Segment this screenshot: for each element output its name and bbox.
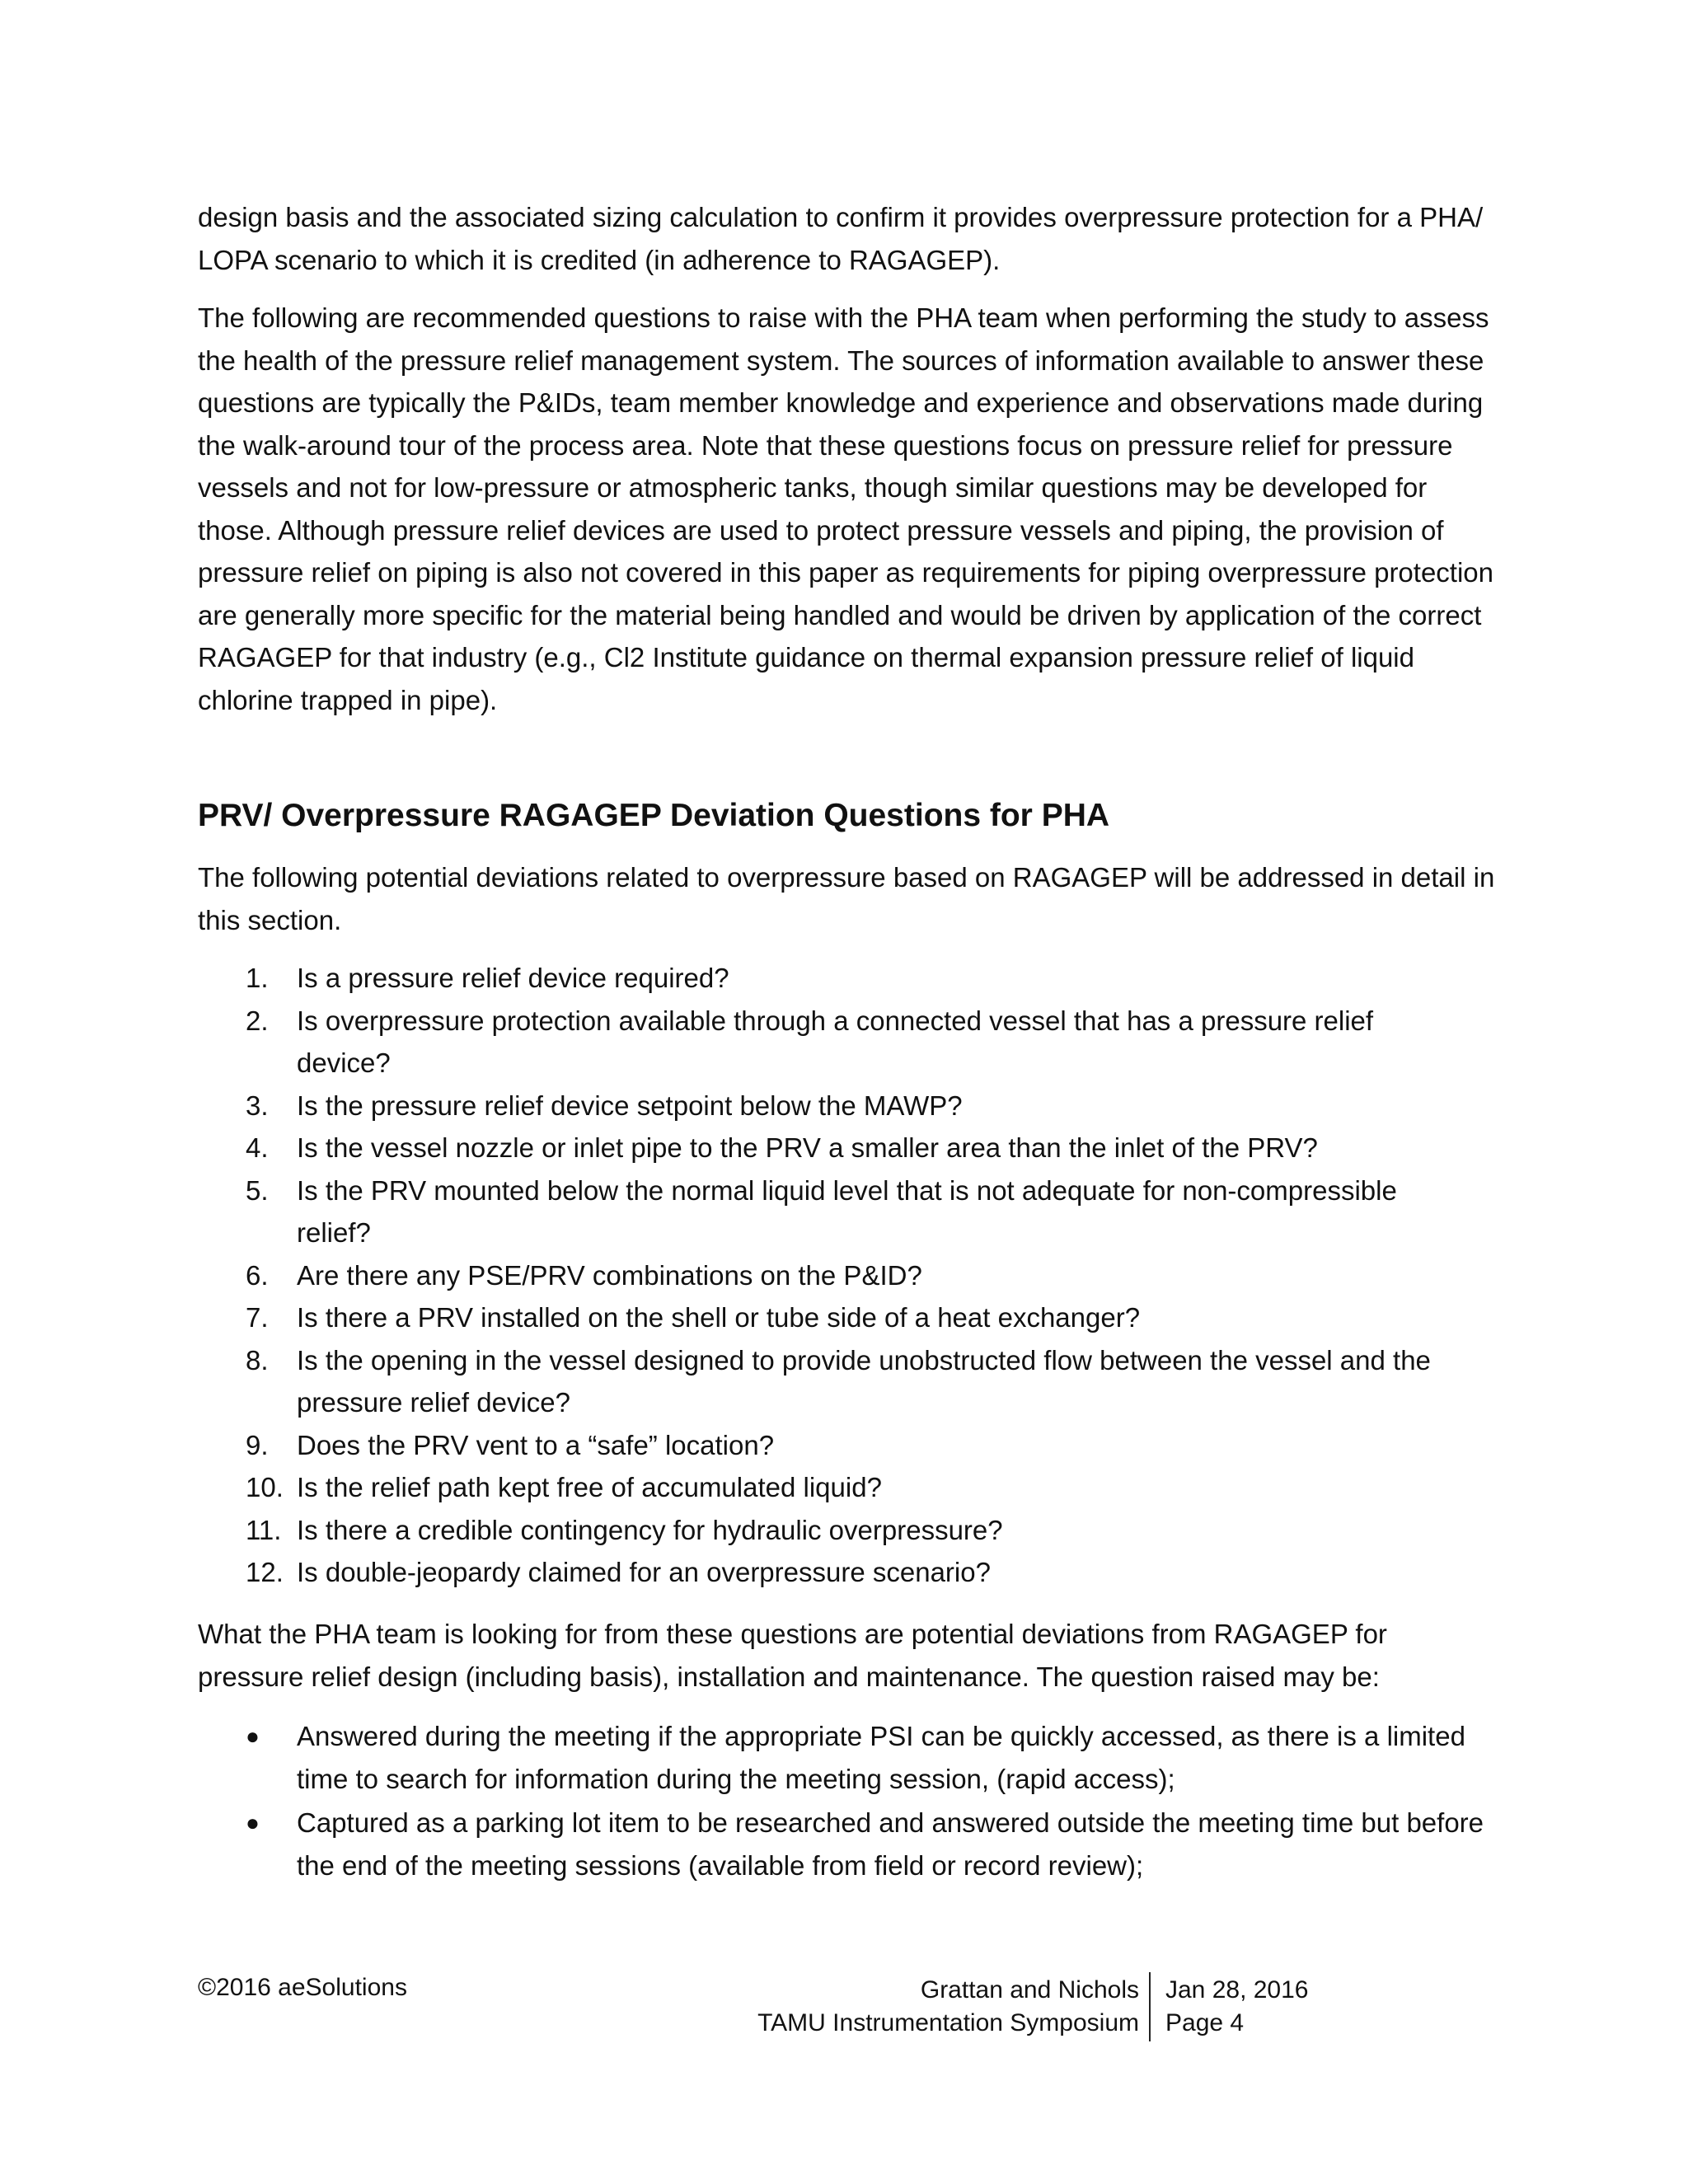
footer-date-block	[1165, 1974, 1308, 2040]
paragraph-deviations-intro: The following potential deviations related to overpressure based on RAGAGEP will be addressed in detail in this section.	[198, 862, 1495, 935]
section-heading: PRV/ Overpressure RAGAGEP Deviation Questions for PHA	[198, 798, 1110, 833]
list-item-number: 5.	[246, 1174, 269, 1206]
list-item-text: Is a pressure relief device required?	[297, 963, 729, 993]
list-item	[198, 1424, 1500, 1467]
footer-authors: Grattan and Nichols	[920, 1976, 1139, 2004]
footer-page-number: Page 4	[1165, 2009, 1245, 2036]
footer-authors-block	[757, 1974, 1139, 2040]
bullet-icon: ●	[246, 1723, 260, 1749]
paragraph-intro-continuation: design basis and the associated sizing calculation to confirm it provides overpressure protection for a PHA/ LOPA scenario to which it is credited (in adherence to RAGAGEP).	[198, 202, 1484, 275]
list-item-number: 1.	[246, 963, 269, 993]
list-item-text: Captured as a parking lot item to be researched and answered outside the meeting time but before the end of the meeting sessions (available from field or record review);	[297, 1807, 1484, 1881]
list-item-number: 4.	[246, 1132, 269, 1163]
list-item	[198, 1466, 1500, 1509]
list-item-text: Is the relief path kept free of accumulated liquid?	[297, 1472, 882, 1502]
list-item	[198, 1509, 1500, 1552]
footer-venue: TAMU Instrumentation Symposium	[757, 2009, 1139, 2036]
list-item	[198, 957, 1500, 1000]
footer-date: Jan 28, 2016	[1165, 1976, 1309, 2004]
outcomes-bullet-list	[198, 1715, 1500, 1888]
list-item-number: 9.	[246, 1429, 269, 1460]
list-item-number: 2.	[246, 1005, 269, 1036]
footer-copyright: ©2016 aeSolutions	[198, 1974, 407, 2001]
list-item-text: Is overpressure protection available through a connected vessel that has a pressure relief device?	[297, 1005, 1374, 1078]
footer-divider	[1149, 1972, 1151, 2041]
list-item-number: 11.	[246, 1514, 282, 1545]
list-item-number: 8.	[246, 1344, 269, 1376]
list-item-text: Is double-jeopardy claimed for an overpressure scenario?	[297, 1557, 991, 1587]
list-item	[198, 1715, 1500, 1800]
paragraph-looking-for: What the PHA team is looking for from these questions are potential deviations from RAGAGEP for pressure relief design (including basis), installation and maintenance. The question raised may be:	[198, 1619, 1387, 1692]
list-item-text: Is the vessel nozzle or inlet pipe to the PRV a smaller area than the inlet of the PRV?	[297, 1132, 1318, 1163]
list-item-number: 12.	[246, 1557, 284, 1587]
list-item-text: Is the pressure relief device setpoint below the MAWP?	[297, 1090, 963, 1121]
list-item-text: Are there any PSE/PRV combinations on the P&ID?	[297, 1259, 922, 1291]
list-item	[198, 1254, 1500, 1297]
bullet-icon: ●	[246, 1810, 260, 1835]
list-item	[198, 1000, 1500, 1085]
list-item	[198, 1127, 1500, 1169]
list-item-number: 6.	[246, 1259, 269, 1291]
list-item-text: Is there a PRV installed on the shell or tube side of a heat exchanger?	[297, 1302, 1141, 1333]
list-item	[198, 1802, 1500, 1886]
list-item-text: Answered during the meeting if the appropriate PSI can be quickly accessed, as there is a limited time to search for information during the meeting session, (rapid access);	[297, 1721, 1465, 1794]
list-item-text: Is the PRV mounted below the normal liquid level that is not adequate for non-compressible relief?	[297, 1174, 1397, 1248]
list-item-number: 7.	[246, 1302, 269, 1333]
list-item	[198, 1296, 1500, 1339]
list-item-text: Is the opening in the vessel designed to provide unobstructed flow between the vessel and the pressure relief device?	[297, 1344, 1431, 1418]
paragraph-questions-intro: The following are recommended questions to raise with the PHA team when performing the study to assess the health of the pressure relief management system. The sources of information available to answer these questions are typically the P&IDs, team member knowledge and experience and observations made during the walk-around tour of the process area. Note that these questions focus on pressure relief for pressure vessels and not for low-pressure or atmospheric tanks, though similar questions may be developed for those. Although pressure relief devices are used to protect pressure vessels and piping, the provision of pressure relief on piping is also not covered in this paper as requirements for piping overpressure protection are generally more specific for the material being handled and would be driven by application of the correct RAGAGEP for that industry (e.g., Cl2 Institute guidance on thermal expansion pressure relief of liquid chlorine trapped in pipe).	[198, 302, 1494, 715]
list-item-text: Is there a credible contingency for hydraulic overpressure?	[297, 1514, 1003, 1545]
list-item	[198, 1169, 1500, 1254]
list-item	[198, 1551, 1500, 1594]
list-item	[198, 1339, 1500, 1424]
list-item-number: 10.	[246, 1472, 284, 1502]
list-item-text: Does the PRV vent to a “safe” location?	[297, 1429, 775, 1460]
list-item-number: 3.	[246, 1090, 269, 1121]
deviation-questions-list	[198, 957, 1500, 1594]
list-item	[198, 1085, 1500, 1127]
